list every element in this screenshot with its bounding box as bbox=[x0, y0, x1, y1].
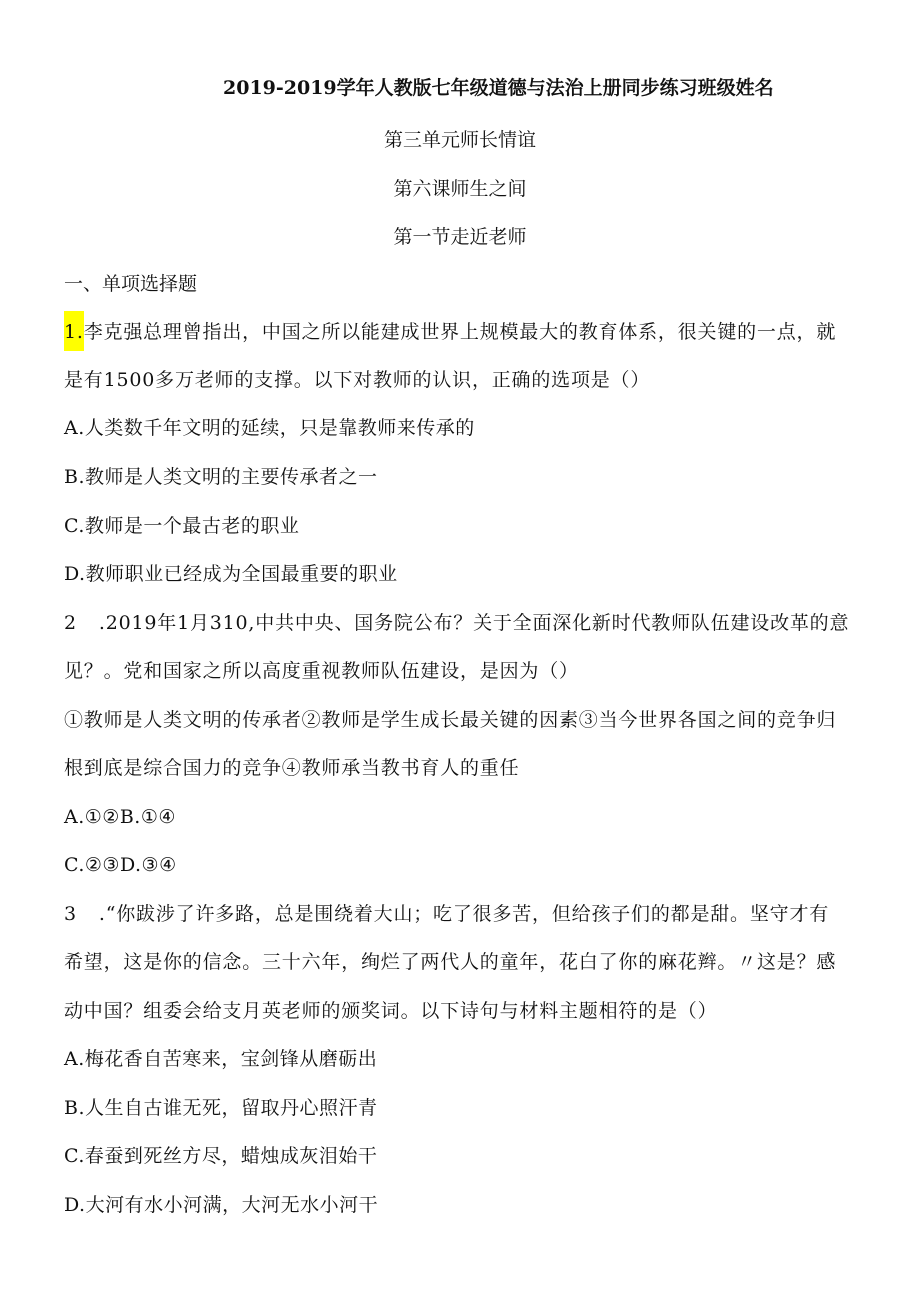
question-3-number: 3 bbox=[64, 903, 77, 925]
question-3-option-c: C.春蚕到死丝方尽，蜡烛成灰泪始干 bbox=[64, 1145, 378, 1167]
question-3-line-3: 动中国？组委会给支月英老师的颁奖词。以下诗句与材料主题相符的是（） bbox=[64, 1000, 718, 1022]
question-2-line-4: 根到底是综合国力的竞争④教师承当教书育人的重任 bbox=[64, 757, 520, 779]
question-1-option-d: D.教师职业已经成为全国最重要的职业 bbox=[64, 563, 398, 585]
question-2-stem-part-1: .2019年1月310,中共中央、国务院公布？关于全面深化新时代教师队伍建设改革的意 bbox=[98, 612, 850, 634]
question-2-line-2: 见？。党和国家之所以高度重视教师队伍建设，是因为（） bbox=[64, 660, 579, 682]
question-3-option-a: A.梅花香自苦寒来，宝剑锋从磨砺出 bbox=[64, 1048, 378, 1070]
question-1-stem-part-1: 李克强总理曾指出，中国之所以能建成世界上规模最大的教育体系，很关键的一点，就 bbox=[83, 321, 837, 343]
question-1-option-b: B.教师是人类文明的主要传承者之一 bbox=[64, 466, 378, 488]
question-2-line-3: ①教师是人类文明的传承者②教师是学生成长最关键的因素③当今世界各国之间的竞争归 bbox=[64, 709, 837, 731]
question-3-stem-part-1: .“你跋涉了许多路，总是围绕着大山；吃了很多苦，但给孩子们的都是甜。坚守才有 bbox=[98, 903, 830, 925]
section-heading: 第一节走近老师 bbox=[393, 226, 527, 248]
unit-heading: 第三单元师长情谊 bbox=[383, 129, 536, 151]
question-2-number: 2 bbox=[64, 612, 77, 634]
question-2-option-ab: A.①②B.①④ bbox=[64, 806, 176, 828]
question-1-option-c: C.教师是一个最古老的职业 bbox=[64, 515, 300, 537]
lesson-heading: 第六课师生之间 bbox=[393, 178, 527, 200]
question-number-highlight: 1. bbox=[64, 311, 84, 351]
question-3-line-1 bbox=[64, 902, 829, 926]
question-2-option-cd: C.②③D.③④ bbox=[64, 854, 177, 876]
question-1-line-2: 是有1500多万老师的支撑。以下对教师的认识，正确的选项是（） bbox=[64, 369, 651, 391]
question-3-option-b: B.人生自古谁无死，留取丹心照汗青 bbox=[64, 1097, 378, 1119]
document-title: 2019-2019学年人教版七年级道德与法治上册同步练习班级姓名 bbox=[223, 77, 774, 99]
question-1-option-a: A.人类数千年文明的延续，只是靠教师来传承的 bbox=[64, 417, 475, 439]
question-3-option-d: D.大河有水小河满，大河无水小河干 bbox=[64, 1194, 379, 1216]
part-heading: 一、单项选择题 bbox=[64, 273, 198, 295]
question-2-line-1 bbox=[64, 611, 849, 635]
question-3-line-2: 希望，这是你的信念。三十六年，绚烂了两代人的童年，花白了你的麻花辫。〃这是？感 bbox=[64, 951, 837, 973]
question-1-line-1 bbox=[64, 320, 836, 344]
